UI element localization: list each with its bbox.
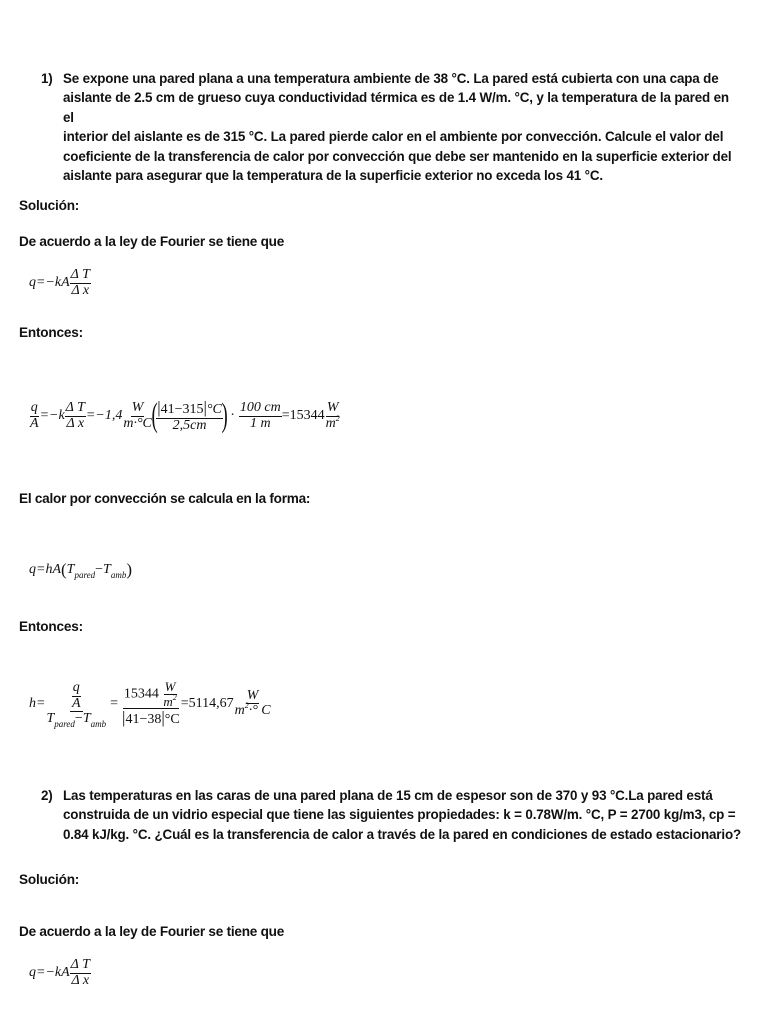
h-result-den — [234, 701, 272, 719]
fourier-fraction-2 — [70, 958, 91, 988]
conv-den: 1 m — [249, 415, 271, 431]
problem-1-line: aislante de 2.5 cm de grueso cuya conductividad térmica es de 1.4 W/m. °C, y la temperatura de la pared en el — [63, 90, 729, 125]
h-value-sq: 2 — [172, 692, 177, 702]
flux-A: A — [30, 415, 39, 431]
h-value-W: W — [164, 679, 176, 694]
h-result-sq: 2 — [244, 701, 249, 711]
result-m: m — [325, 415, 336, 431]
h-value-units — [162, 680, 177, 708]
temp-diff-value: 41−315 — [160, 401, 204, 417]
k-units — [122, 401, 153, 431]
h-fraction — [45, 679, 107, 730]
conv-T2: T — [103, 562, 111, 577]
h-den — [45, 711, 107, 730]
entonces-1: Entonces: — [19, 325, 83, 340]
flux-dx: Δ x — [66, 415, 85, 431]
fourier-equation-1 — [29, 268, 91, 298]
problem-2-line: Las temperaturas en las caras de una pared plana de 15 cm de espesor son de 370 y 93 °C.La pared está — [63, 788, 713, 803]
h-result-units — [234, 689, 272, 719]
solution-2-heading: Solución: — [19, 872, 80, 887]
problem-1-number: 1) — [41, 71, 53, 86]
problem-2-line: construida de un vidrio especial que tiene las siguientes propiedades: k = 0.78W/m. °C, P = 2700 kg/m3, cp = — [63, 807, 736, 823]
entonces-2: Entonces: — [19, 619, 83, 634]
conv-lhs: q=hA — [29, 562, 61, 577]
flux-eq2: =−1,4 — [85, 408, 123, 423]
h-value-m2 — [162, 692, 177, 709]
conv-minus: − — [95, 562, 104, 577]
fourier-lhs: q=−kA — [29, 275, 70, 291]
fourier-intro-1: De acuerdo a la ley de Fourier se tiene que — [19, 234, 285, 249]
fourier-fraction — [70, 268, 91, 298]
h-value-15344: 15344 — [123, 686, 159, 702]
problem-1-line: Se expone una pared plana a una temperatura ambiente de 38 °C. La pared está cubierta con una capa de — [63, 71, 719, 86]
conv-sub-pared: pared — [74, 570, 96, 580]
temp-diff: |41−315|°C — [157, 397, 222, 417]
conv-close: ) — [126, 560, 133, 579]
temp-unit: °C — [206, 401, 222, 417]
problem-1-line: coeficiente de la transferencia de calor por convección que debe ser mantenido en la superficie exterior del — [63, 148, 732, 164]
fourier-den-2: Δ x — [71, 972, 90, 988]
h-result: =5114,67 — [180, 695, 234, 711]
conv-sub-amb: amb — [110, 570, 127, 580]
close-paren: ) — [221, 397, 228, 434]
conv-num: 100 cm — [239, 399, 281, 415]
problem-2-text — [63, 786, 743, 844]
h-minus: − — [74, 711, 83, 727]
problem-1-line: aislante para asegurar que la temperatura de la superficie exterior no exceda los 41 °C. — [63, 168, 603, 184]
h-temp-unit: °C — [164, 712, 180, 728]
problem-2-number: 2) — [41, 788, 53, 803]
h-q: q — [72, 679, 80, 695]
h-T1: T — [46, 711, 55, 727]
conv-T1: T — [66, 562, 75, 577]
h-result-m: m — [234, 703, 245, 719]
h-temp-diff: 41−38 — [125, 712, 162, 728]
dT-over-dx — [65, 401, 86, 431]
result-sq: 2 — [335, 413, 340, 423]
h-values-num — [123, 680, 179, 709]
h-result-C: ·° C — [248, 703, 271, 719]
solution-1-heading: Solución: — [19, 198, 80, 213]
h-equation — [29, 680, 272, 728]
h-result-W: W — [246, 687, 259, 703]
fourier-num-2: Δ T — [70, 957, 90, 972]
h-values-fraction — [121, 680, 181, 728]
conv-open: ( — [61, 560, 67, 579]
flux-dT: Δ T — [65, 399, 85, 415]
q-over-A — [29, 401, 40, 431]
result-m2 — [325, 413, 341, 432]
h-lhs: h= — [29, 695, 46, 711]
open-paren: ( — [151, 397, 158, 434]
h-sub-amb: amb — [90, 719, 107, 730]
thickness: 2,5cm — [172, 417, 207, 433]
h-values-den: |41−38|°C — [122, 708, 180, 728]
temp-over-thickness — [156, 399, 223, 433]
convection-equation — [29, 560, 132, 580]
h-eq: = — [110, 695, 119, 711]
problem-1-line: interior del aislante es de 315 °C. La pared pierde calor en el ambiente por convección. Calcule el valor del — [63, 129, 724, 145]
h-sub-pared: pared — [54, 719, 75, 730]
problem-2-line: 0.84 kJ/kg. °C. ¿Cuál es la transferencia de calor a través de la pared en condiciones de estado estacionario? — [63, 826, 742, 842]
unit-conversion — [239, 401, 282, 431]
fourier-intro-2: De acuerdo a la ley de Fourier se tiene que — [19, 924, 285, 939]
h-q-over-A — [71, 681, 82, 711]
result-W: W — [326, 399, 339, 415]
fourier-equation-2 — [29, 958, 91, 988]
result-units — [325, 401, 341, 431]
problem-2 — [0, 786, 768, 846]
flux-W: W — [131, 399, 144, 415]
flux-q: q — [30, 399, 38, 415]
h-A: A — [72, 695, 81, 711]
flux-mC: m·°C — [123, 415, 152, 431]
fourier-lhs-2: q=−kA — [29, 965, 70, 981]
problem-1 — [0, 69, 768, 184]
heat-flux-equation — [29, 397, 341, 435]
h-num — [70, 681, 83, 712]
problem-1-text — [63, 69, 743, 185]
flux-eq1: =−k — [39, 408, 65, 423]
flux-result: =15344 — [281, 408, 325, 423]
convection-intro: El calor por convección se calcula en la forma: — [19, 491, 311, 506]
flux-dot: · — [230, 408, 235, 423]
fourier-den: Δ x — [71, 282, 90, 298]
h-T2: T — [82, 711, 91, 727]
h-value-m: m — [163, 693, 173, 709]
fourier-num: Δ T — [70, 267, 90, 282]
